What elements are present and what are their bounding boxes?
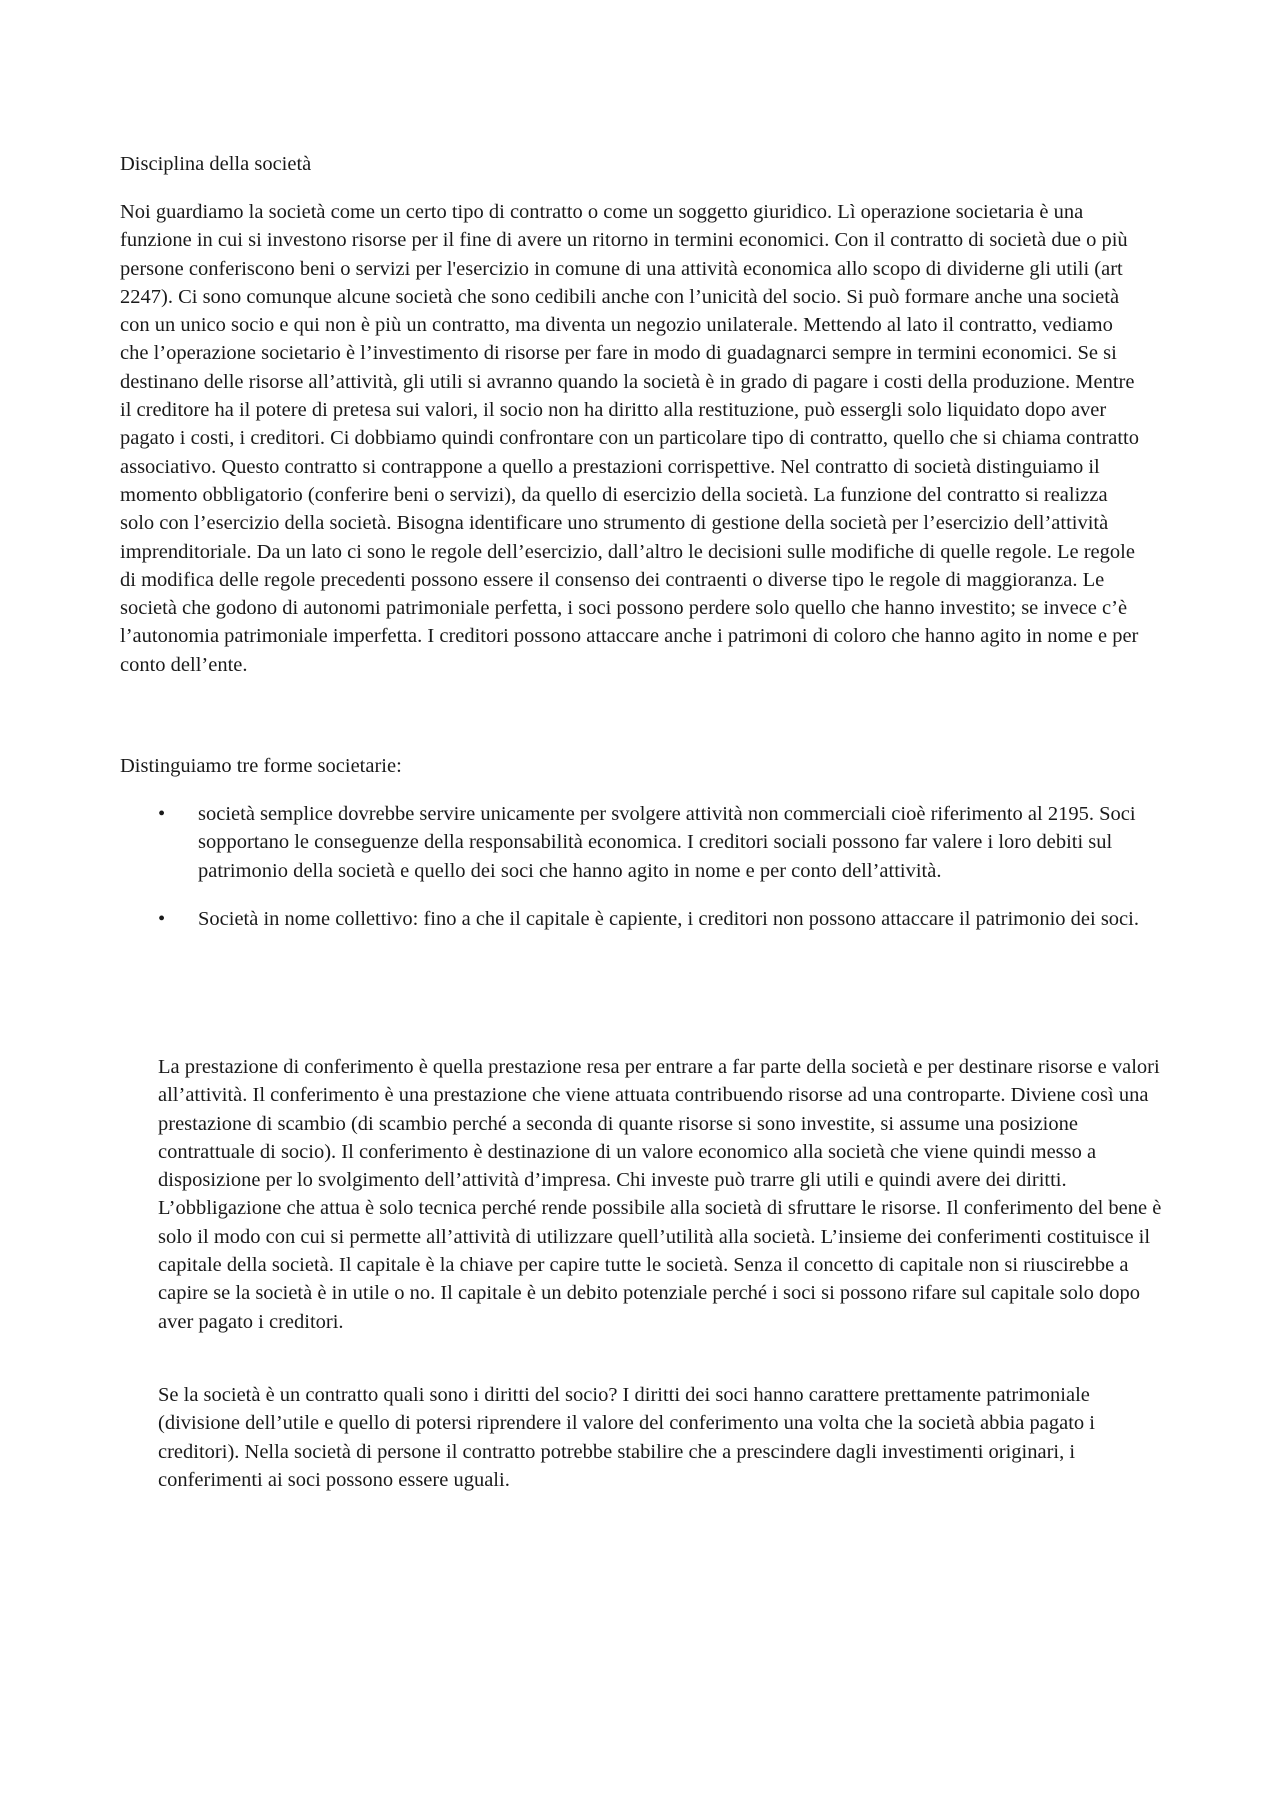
paragraph-intro: Noi guardiamo la società come un certo tipo di contratto o come un soggetto giuridico. Lì operazione societaria è una funzione in cui si investono risorse per il fine di avere un ritorno in termini economici. Con il contratto di società due o più persone conferiscono beni o servizi per l'esercizio in comune di una attività economica allo scopo di dividerne gli utili (art 2247). Ci sono comunque alcune società che sono cedibili anche con l’unicità del socio. Si può formare anche una società con un unico socio e qui non è più un contratto, ma diventa un negozio unilaterale. Mettendo al lato il contratto, vediamo che l’operazione societario è l’investimento di risorse per fare in modo di guadagnarci sempre in termini economici. Se si destinano delle risorse all’attività, gli utili si avranno quando la società è in grado di pagare i costi della produzione. Mentre il creditore ha il potere di pretesa sui valori, il socio non ha diritto alla restituzione, può essergli solo liquidato dopo aver pagato i costi, i creditori. Ci dobbiamo quindi confrontare con un particolare tipo di contratto, quello che si chiama contratto associativo. Questo contratto si contrappone a quello a prestazioni corrispettive. Nel contratto di società distinguiamo il momento obbligatorio (conferire beni o servizi), da quello di esercizio della società. La funzione del contratto si realizza solo con l’esercizio della società. Bisogna identificare uno strumento di gestione della società per l’esercizio dell’attività imprenditoriale. Da un lato ci sono le regole dell’esercizio, dall’altro le decisioni sulle modifiche di quelle regole. Le regole di modifica delle regole precedenti possono essere il consenso dei contraenti o diverse tipo le regole di maggioranza. Le società che godono di autonomi patrimoniale perfetta, i soci possono perdere solo quello che hanno investito; se invece c’è l’autonomia patrimoniale imperfetta. I creditori possono attaccare anche i patrimoni di coloro che hanno agito in nome e per conto dell’ente.	[120, 201, 1140, 676]
list-item	[158, 800, 1158, 885]
societies-bullet-list	[158, 800, 1158, 953]
paragraph-conferimento: La prestazione di conferimento è quella prestazione resa per entrare a far parte della società e per destinare risorse e valori all’attività. Il conferimento è una prestazione che viene attuata contribuendo risorse ad una controparte. Diviene così una prestazione di scambio (di scambio perché a seconda di quante risorse si sono investite, si assume una posizione contrattuale di socio). Il conferimento è destinazione di un valore economico alla società che viene quindi messo a disposizione per lo svolgimento dell’attività d’impresa. Chi investe può trarre gli utili e quindi avere dei diritti. L’obbligazione che attua è solo tecnica perché rende possibile alla società di sfruttare le risorse. Il conferimento del bene è solo il modo con cui si permette all’attività di utilizzare quell’utilità alla società. L’insieme dei conferimenti costituisce il capitale della società. Il capitale è la chiave per capire tutte le società. Senza il concetto di capitale non si riuscirebbe a capire se la società è in utile o no. Il capitale è un debito potenziale perché i soci si possono rifare sul capitale solo dopo aver pagato i creditori.	[158, 1056, 1162, 1333]
bullet-icon: •	[158, 907, 166, 930]
bullet-icon: •	[158, 803, 166, 825]
list-item-text: società semplice dovrebbe servire unicamente per svolgere attività non commerciali cioè riferimento al 2195. Soci sopportano le conseguenze della responsabilità economica. I creditori sociali possono far valere i loro debiti sul patrimonio della società e quello dei soci che hanno agito in nome e per conto dell’attività.	[198, 803, 1136, 882]
list-item	[158, 905, 1158, 933]
paragraph-forms-heading: Distinguiamo tre forme societarie:	[120, 755, 402, 777]
document-title: Disciplina della società	[120, 153, 312, 175]
paragraph-diritti-socio: Se la società è un contratto quali sono i diritti del socio? I diritti dei soci hanno carattere prettamente patrimoniale (divisione dell’utile e quello di potersi riprendere il valore del conferimento una volta che la società abbia pagato i creditori). Nella società di persone il contratto potrebbe stabilire che a prescindere dagli investimenti originari, i conferimenti ai soci possono essere uguali.	[158, 1384, 1095, 1491]
list-item-text: Società in nome collettivo: fino a che il capitale è capiente, i creditori non possono attaccare il patrimonio dei soci.	[198, 907, 1139, 930]
